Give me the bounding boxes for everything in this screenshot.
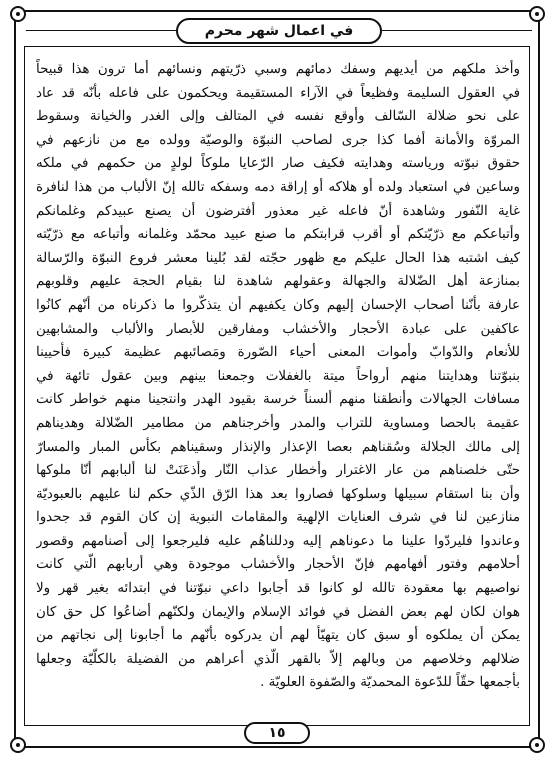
text-line: نواصيهم بها معقودة تالله لو كانوا قد أجابوا داعي نبوّتنا في ابتدائه بغير قهر ولا [36,581,520,597]
text-line: المروّة والأمانة أفما كذا جرى لصاحب النبوّة والوصيّة وولده مع من نازعهم في [36,132,520,148]
text-line: هوان لكان لهم بعض الفضل في فوائد الإسلام والإيمان ولكنّهم أضاعُوا كل حق كان [36,604,520,620]
header-banner [176,18,382,44]
text-line: بنبوّتنا وهدايتنا منهم أرواحاً ميتة بالغفلات وجمعنا بينهم وبين عقول تائهة في [36,368,520,384]
text-line: وأخذ ملكهم من أيديهم وسفك دمائهم وسبي ذرّيتهم ونسائهم أما ترون هذا قبيحاً [36,62,520,77]
text-line: ضلالهم وخلاصهم من وبالهم إلاّ بالقهر الّذي أعراهم من الفضيلة بالكلّيّة وجعلها [36,651,520,667]
text-line: منازعين لنا في شرف العنايات الإلهية والمقامات النبوية إن كان القوم قد جحدوا [36,510,520,526]
page-number: ١٥ [268,725,286,741]
page-number-badge [244,722,310,744]
text-line: حتّى خلصناهم من عار الاغترار وأخطار عذاب النّار وأذعَنَتْ لنا ألبابهم أنّا ملوكها [36,463,520,479]
page-header-title: في اعمال شهر محرم [204,23,354,39]
corner-ornament-bottom-right [529,737,545,753]
text-line: يمكن أن يملكوه أو سبق كان يتهيّأ لهم أن يدركوه بأنّهم ما أجابونا إلى نجاتهم من [36,628,520,644]
text-line: حقوق نبوّته ورياسته وهدايته فكيف صار الرّعايا ملوكاً لولدٍ من حكمهم في ملكه [36,156,520,172]
text-line: وأن بنا استقام سبيلها وسلوكها فصاروا بعد هذا الرّق الذّي حكم لنا عليهم بالعبوديّة [36,486,520,502]
text-line: وأتباعكم مع ذرّيّتكم أو أقرب قرابتكم ما صنع عبيد محمّد وغلمانه وأتباعه مع ذرّيّته [36,227,520,243]
text-line: بأجمعها حقّاً للدّعوة المحمديّة والصّفوة العلويّة . [260,675,520,691]
text-line: للأنعام والدّوابّ وأموات المعنى أحياء الصّورة ومَصائبهم عظيمة كبيرة فأحيينا [36,345,520,361]
text-line: أحلامهم وفتور أفهامهم فإنّ الأحجار والأخشاب موجودة وهي أربابهم الّتي كانت [36,557,520,573]
body-text [36,58,520,695]
text-line: عارفة بأنّنا أصحاب الإحسان إليهم وكان يكفيهم أن يتذكّروا ما ذكرناه من أنّهم كانُوا [36,297,520,313]
text-line: كيف اشتبه هذا الحال عليكم مع ظهور حجّته لقد بُلينا معشر فروع النبوّة والرّسالة [36,250,520,266]
text-line: وساعين في استعباد ولده أو هلاكه أو إراقة دمه وسفكه تالله إنّ الألباب من هذا لنافرة [36,179,520,195]
text-line: عاكفين على عبادة الأحجار والأخشاب ومفارقين للأبصار والألباب والمشابهين [36,321,520,337]
text-line: مسافات الجهالات وأنطقنا منهم ألسناً خرسة بقيود الهدر وانتجينا منهم خواطر كانت [36,392,520,408]
text-line: عقيمة بالحصا ومساوية للتراب والمدر وأخرجناهم من مطامير الضّلالة وهديناهم [36,415,520,431]
text-line: وعاندوا فليردّوا علينا ما دعوناهم إليه ودللناهُم عليه فليرجعوا إلى أصنامهم وقصور [36,533,520,549]
text-line: على نحو ضلالة السّالف وأوقع نفسه في المتالف وإلى الغدر والخيانة وسقوط [36,109,520,125]
corner-ornament-bottom-left [10,737,26,753]
text-line: بمنازعة أهل الضّلالة والجهالة وعقولهم شاهدة لنا بقيام الحجة عليهم وقلوبهم [36,274,520,290]
text-line: في العقول السليمة وفظيعاً في الآراء المستقيمة ويحكمون على فاعله بأنّه قد عاد [36,85,520,101]
text-line: إلى مالك الجلالة وسُقناهم بعصا الإعذار والإنذار وسقيناهم بكأس المبار والمسارّ [36,439,520,455]
text-line: غاية النّفور وشاهدة أنّ فاعله غير معذور أفترضون أن يصنع عبيدكم وغلمانكم [36,203,520,219]
corner-ornament-top-right [529,6,545,22]
corner-ornament-top-left [10,6,26,22]
